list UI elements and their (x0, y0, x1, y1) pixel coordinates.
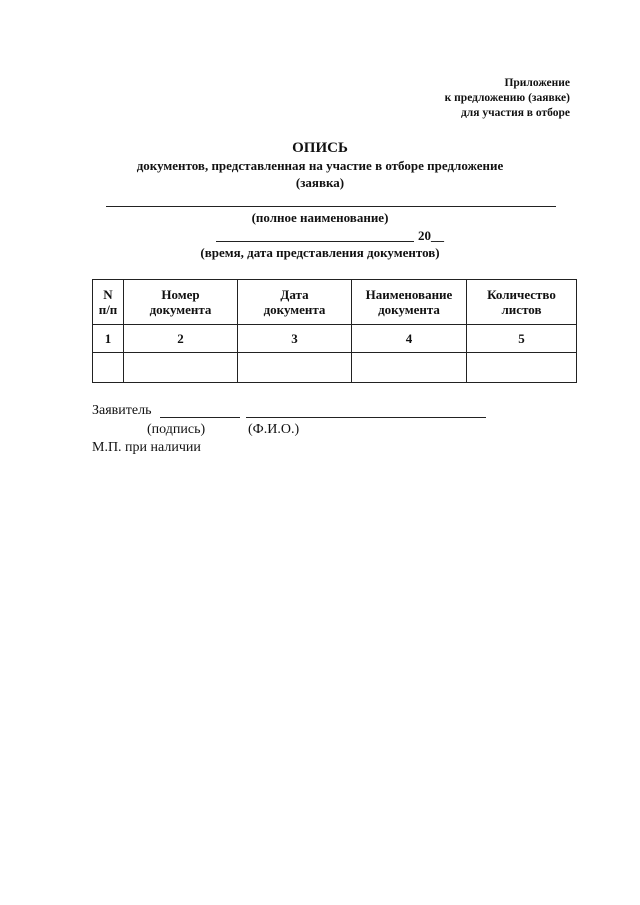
full-name-line (106, 206, 556, 207)
document-title: ОПИСЬ (292, 140, 348, 156)
number-cell-1: 1 (93, 325, 124, 353)
signature-line (160, 417, 240, 418)
number-cell-4: 4 (352, 325, 467, 353)
applicant-label: Заявитель (92, 403, 152, 418)
header-cell-doc-name: Наименование документа (352, 280, 467, 325)
header-cell-doc-number: Номер документа (124, 280, 238, 325)
table-row (93, 353, 577, 383)
appendix-line-3: для участия в отборе (460, 107, 570, 119)
header-cell-sheets: Количество листов (467, 280, 577, 325)
date-suffix: 20__ (418, 228, 444, 243)
empty-cell[interactable] (352, 353, 467, 383)
date-line (216, 241, 414, 242)
header-cell-doc-date: Дата документа (238, 280, 352, 325)
appendix-line-1: Приложение (504, 77, 570, 89)
empty-cell[interactable] (467, 353, 577, 383)
fio-line (246, 417, 486, 418)
seal-note: М.П. при наличии (92, 440, 201, 455)
table-number-row (93, 325, 577, 353)
full-name-caption: (полное наименование) (251, 210, 389, 225)
table-header-row (93, 280, 577, 325)
document-subtitle-line-2: (заявка) (295, 175, 345, 190)
appendix-line-2: к предложению (заявке) (444, 92, 570, 104)
empty-cell[interactable] (238, 353, 352, 383)
datetime-caption: (время, дата представления документов) (200, 245, 440, 260)
number-cell-5: 5 (467, 325, 577, 353)
appendix-block (445, 76, 570, 121)
empty-cell[interactable] (93, 353, 124, 383)
empty-cell[interactable] (124, 353, 238, 383)
document-subtitle-line-1: документов, представленная на участие в отборе предложение (136, 158, 504, 173)
fio-caption: (Ф.И.О.) (248, 422, 300, 437)
header-cell-number: N п/п (93, 280, 124, 325)
documents-table (92, 279, 577, 383)
number-cell-3: 3 (238, 325, 352, 353)
signature-caption: (подпись) (147, 422, 206, 437)
number-cell-2: 2 (124, 325, 238, 353)
